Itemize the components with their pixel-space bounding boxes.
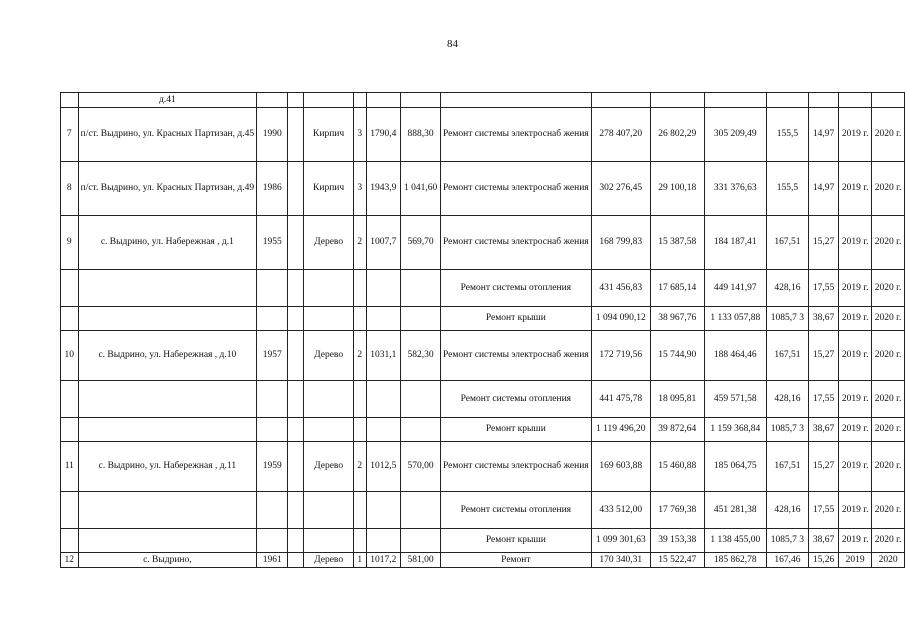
- end-year-cell: 2020 г.: [872, 418, 905, 442]
- total-cost-cell: 1 159 368,84: [704, 418, 766, 442]
- cost-cell: 172 719,56: [591, 331, 650, 381]
- cost-cell: 39 872,64: [650, 418, 704, 442]
- wall-material-cell: Дерево: [304, 331, 354, 381]
- wall-material-cell: Дерево: [304, 216, 354, 270]
- floors-cell: [354, 418, 366, 442]
- end-year-cell: 2020: [872, 553, 905, 568]
- unit-cost-cell: 1085,7 3: [766, 529, 808, 553]
- address-cell: с. Выдрино, ул. Набережная , д.10: [78, 331, 256, 381]
- living-area-cell: [401, 307, 441, 331]
- total-cost-cell: 459 571,58: [704, 381, 766, 418]
- total-cost-cell: 184 187,41: [704, 216, 766, 270]
- wall-material-cell: Дерево: [304, 553, 354, 568]
- cost-cell: [650, 93, 704, 108]
- start-year-cell: 2019 г.: [839, 108, 872, 162]
- end-year-cell: 2020 г.: [872, 529, 905, 553]
- wall-material-cell: [304, 93, 354, 108]
- empty-cell: [288, 381, 304, 418]
- unit-cost-cell: 167,46: [766, 553, 808, 568]
- cost-cell: 38 967,76: [650, 307, 704, 331]
- floors-cell: 1: [354, 553, 366, 568]
- work-type-cell: Ремонт крыши: [441, 418, 592, 442]
- table-row: [61, 162, 905, 216]
- total-area-cell: 1943,9: [366, 162, 401, 216]
- cost-cell: 441 475,78: [591, 381, 650, 418]
- total-area-cell: [366, 381, 401, 418]
- total-area-cell: [366, 418, 401, 442]
- floors-cell: 3: [354, 162, 366, 216]
- end-year-cell: 2020 г.: [872, 270, 905, 307]
- total-area-cell: 1017,2: [366, 553, 401, 568]
- percent-cell: 17,55: [808, 270, 838, 307]
- cost-cell: 15 460,88: [650, 442, 704, 492]
- percent-cell: [808, 93, 838, 108]
- percent-cell: 14,97: [808, 162, 838, 216]
- end-year-cell: [872, 93, 905, 108]
- address-cell: [78, 529, 256, 553]
- row-number: [61, 307, 79, 331]
- address-cell: п/ст. Выдрино, ул. Красных Партизан, д.45: [78, 108, 256, 162]
- work-type-cell: Ремонт системы отопления: [441, 381, 592, 418]
- start-year-cell: 2019 г.: [839, 492, 872, 529]
- percent-cell: 38,67: [808, 529, 838, 553]
- table-row: [61, 108, 905, 162]
- total-area-cell: [366, 492, 401, 529]
- cost-cell: 433 512,00: [591, 492, 650, 529]
- work-type-cell: Ремонт системы электроснаб жения: [441, 108, 592, 162]
- wall-material-cell: Кирпич: [304, 162, 354, 216]
- table-row: [61, 307, 905, 331]
- row-number: 11: [61, 442, 79, 492]
- total-cost-cell: 331 376,63: [704, 162, 766, 216]
- empty-cell: [288, 216, 304, 270]
- build-year-cell: [257, 529, 288, 553]
- start-year-cell: 2019 г.: [839, 162, 872, 216]
- percent-cell: 14,97: [808, 108, 838, 162]
- cost-cell: 18 095,81: [650, 381, 704, 418]
- floors-cell: 2: [354, 442, 366, 492]
- start-year-cell: 2019 г.: [839, 307, 872, 331]
- total-cost-cell: 1 133 057,88: [704, 307, 766, 331]
- floors-cell: [354, 529, 366, 553]
- wall-material-cell: [304, 270, 354, 307]
- build-year-cell: 1957: [257, 331, 288, 381]
- cost-cell: 29 100,18: [650, 162, 704, 216]
- table-row: [61, 553, 905, 568]
- empty-cell: [288, 331, 304, 381]
- address-cell: п/ст. Выдрино, ул. Красных Партизан, д.49: [78, 162, 256, 216]
- living-area-cell: [401, 270, 441, 307]
- percent-cell: 38,67: [808, 418, 838, 442]
- row-number: [61, 529, 79, 553]
- living-area-cell: 569,70: [401, 216, 441, 270]
- living-area-cell: [401, 93, 441, 108]
- percent-cell: 17,55: [808, 492, 838, 529]
- floors-cell: [354, 270, 366, 307]
- living-area-cell: [401, 381, 441, 418]
- wall-material-cell: Дерево: [304, 442, 354, 492]
- floors-cell: [354, 492, 366, 529]
- wall-material-cell: [304, 418, 354, 442]
- address-cell: [78, 381, 256, 418]
- unit-cost-cell: 167,51: [766, 442, 808, 492]
- unit-cost-cell: 1085,7 3: [766, 307, 808, 331]
- table-row: [61, 418, 905, 442]
- wall-material-cell: [304, 381, 354, 418]
- work-type-cell: Ремонт системы электроснаб жения: [441, 162, 592, 216]
- start-year-cell: 2019 г.: [839, 529, 872, 553]
- total-area-cell: [366, 270, 401, 307]
- work-type-cell: Ремонт: [441, 553, 592, 568]
- cost-cell: 431 456,83: [591, 270, 650, 307]
- end-year-cell: 2020 г.: [872, 307, 905, 331]
- living-area-cell: 582,30: [401, 331, 441, 381]
- total-cost-cell: 185 862,78: [704, 553, 766, 568]
- total-cost-cell: 305 209,49: [704, 108, 766, 162]
- start-year-cell: 2019 г.: [839, 331, 872, 381]
- build-year-cell: [257, 307, 288, 331]
- row-number: 12: [61, 553, 79, 568]
- table-row: [61, 270, 905, 307]
- build-year-cell: 1990: [257, 108, 288, 162]
- cost-cell: 17 685,14: [650, 270, 704, 307]
- table-row: [61, 93, 905, 108]
- wall-material-cell: [304, 307, 354, 331]
- row-number: [61, 381, 79, 418]
- total-area-cell: [366, 529, 401, 553]
- row-number: [61, 270, 79, 307]
- total-cost-cell: 1 138 455,00: [704, 529, 766, 553]
- empty-cell: [288, 418, 304, 442]
- address-cell: д.41: [78, 93, 256, 108]
- total-area-cell: [366, 93, 401, 108]
- empty-cell: [288, 492, 304, 529]
- cost-cell: 169 603,88: [591, 442, 650, 492]
- total-area-cell: 1007,7: [366, 216, 401, 270]
- percent-cell: 15,27: [808, 216, 838, 270]
- build-year-cell: 1955: [257, 216, 288, 270]
- empty-cell: [288, 93, 304, 108]
- cost-cell: 1 119 496,20: [591, 418, 650, 442]
- cost-cell: 26 802,29: [650, 108, 704, 162]
- work-type-cell: Ремонт системы электроснаб жения: [441, 216, 592, 270]
- total-area-cell: [366, 307, 401, 331]
- end-year-cell: 2020 г.: [872, 442, 905, 492]
- total-area-cell: 1012,5: [366, 442, 401, 492]
- unit-cost-cell: 155,5: [766, 162, 808, 216]
- total-cost-cell: [704, 93, 766, 108]
- empty-cell: [288, 108, 304, 162]
- percent-cell: 15,27: [808, 442, 838, 492]
- percent-cell: 38,67: [808, 307, 838, 331]
- build-year-cell: 1986: [257, 162, 288, 216]
- wall-material-cell: [304, 492, 354, 529]
- total-cost-cell: 449 141,97: [704, 270, 766, 307]
- floors-cell: [354, 381, 366, 418]
- empty-cell: [288, 270, 304, 307]
- build-year-cell: [257, 93, 288, 108]
- cost-cell: 15 522,47: [650, 553, 704, 568]
- cost-cell: 15 744,90: [650, 331, 704, 381]
- living-area-cell: [401, 492, 441, 529]
- unit-cost-cell: 428,16: [766, 381, 808, 418]
- empty-cell: [288, 307, 304, 331]
- end-year-cell: 2020 г.: [872, 216, 905, 270]
- unit-cost-cell: 167,51: [766, 216, 808, 270]
- table-row: [61, 381, 905, 418]
- living-area-cell: 570,00: [401, 442, 441, 492]
- row-number: 8: [61, 162, 79, 216]
- floors-cell: 2: [354, 216, 366, 270]
- living-area-cell: 888,30: [401, 108, 441, 162]
- unit-cost-cell: 167,51: [766, 331, 808, 381]
- table-row: [61, 216, 905, 270]
- end-year-cell: 2020 г.: [872, 108, 905, 162]
- empty-cell: [288, 529, 304, 553]
- floors-cell: 3: [354, 108, 366, 162]
- work-type-cell: Ремонт системы отопления: [441, 492, 592, 529]
- unit-cost-cell: [766, 93, 808, 108]
- end-year-cell: 2020 г.: [872, 492, 905, 529]
- start-year-cell: 2019 г.: [839, 381, 872, 418]
- start-year-cell: 2019 г.: [839, 216, 872, 270]
- work-type-cell: Ремонт системы электроснаб жения: [441, 442, 592, 492]
- repair-schedule-table: [60, 92, 905, 568]
- work-type-cell: [441, 93, 592, 108]
- start-year-cell: 2019: [839, 553, 872, 568]
- row-number: [61, 418, 79, 442]
- cost-cell: 1 099 301,63: [591, 529, 650, 553]
- address-cell: с. Выдрино, ул. Набережная , д.1: [78, 216, 256, 270]
- cost-cell: 168 799,83: [591, 216, 650, 270]
- floors-cell: [354, 93, 366, 108]
- end-year-cell: 2020 г.: [872, 331, 905, 381]
- work-type-cell: Ремонт крыши: [441, 307, 592, 331]
- living-area-cell: 581,00: [401, 553, 441, 568]
- build-year-cell: [257, 492, 288, 529]
- unit-cost-cell: 1085,7 3: [766, 418, 808, 442]
- start-year-cell: [839, 93, 872, 108]
- build-year-cell: [257, 381, 288, 418]
- cost-cell: 1 094 090,12: [591, 307, 650, 331]
- table-row: [61, 442, 905, 492]
- cost-cell: 170 340,31: [591, 553, 650, 568]
- total-cost-cell: 451 281,38: [704, 492, 766, 529]
- total-area-cell: 1031,1: [366, 331, 401, 381]
- living-area-cell: [401, 529, 441, 553]
- living-area-cell: [401, 418, 441, 442]
- wall-material-cell: Кирпич: [304, 108, 354, 162]
- cost-cell: 39 153,38: [650, 529, 704, 553]
- cost-cell: 302 276,45: [591, 162, 650, 216]
- total-area-cell: 1790,4: [366, 108, 401, 162]
- table-row: [61, 492, 905, 529]
- total-cost-cell: 188 464,46: [704, 331, 766, 381]
- address-cell: с. Выдрино, ул. Набережная , д.11: [78, 442, 256, 492]
- unit-cost-cell: 428,16: [766, 492, 808, 529]
- cost-cell: 15 387,58: [650, 216, 704, 270]
- unit-cost-cell: 155,5: [766, 108, 808, 162]
- address-cell: с. Выдрино,: [78, 553, 256, 568]
- floors-cell: 2: [354, 331, 366, 381]
- page-number: 84: [447, 38, 458, 50]
- cost-cell: [591, 93, 650, 108]
- end-year-cell: 2020 г.: [872, 162, 905, 216]
- empty-cell: [288, 162, 304, 216]
- cost-cell: 17 769,38: [650, 492, 704, 529]
- start-year-cell: 2019 г.: [839, 270, 872, 307]
- empty-cell: [288, 442, 304, 492]
- address-cell: [78, 418, 256, 442]
- unit-cost-cell: 428,16: [766, 270, 808, 307]
- total-cost-cell: 185 064,75: [704, 442, 766, 492]
- work-type-cell: Ремонт системы электроснаб жения: [441, 331, 592, 381]
- table-row: [61, 529, 905, 553]
- percent-cell: 15,27: [808, 331, 838, 381]
- build-year-cell: [257, 270, 288, 307]
- percent-cell: 17,55: [808, 381, 838, 418]
- cost-cell: 278 407,20: [591, 108, 650, 162]
- floors-cell: [354, 307, 366, 331]
- row-number: 7: [61, 108, 79, 162]
- work-type-cell: Ремонт крыши: [441, 529, 592, 553]
- row-number: 10: [61, 331, 79, 381]
- address-cell: [78, 492, 256, 529]
- start-year-cell: 2019 г.: [839, 442, 872, 492]
- end-year-cell: 2020 г.: [872, 381, 905, 418]
- build-year-cell: 1959: [257, 442, 288, 492]
- wall-material-cell: [304, 529, 354, 553]
- living-area-cell: 1 041,60: [401, 162, 441, 216]
- row-number: 9: [61, 216, 79, 270]
- row-number: [61, 492, 79, 529]
- work-type-cell: Ремонт системы отопления: [441, 270, 592, 307]
- percent-cell: 15,26: [808, 553, 838, 568]
- address-cell: [78, 270, 256, 307]
- table-row: [61, 331, 905, 381]
- start-year-cell: 2019 г.: [839, 418, 872, 442]
- empty-cell: [288, 553, 304, 568]
- row-number: [61, 93, 79, 108]
- build-year-cell: 1961: [257, 553, 288, 568]
- address-cell: [78, 307, 256, 331]
- build-year-cell: [257, 418, 288, 442]
